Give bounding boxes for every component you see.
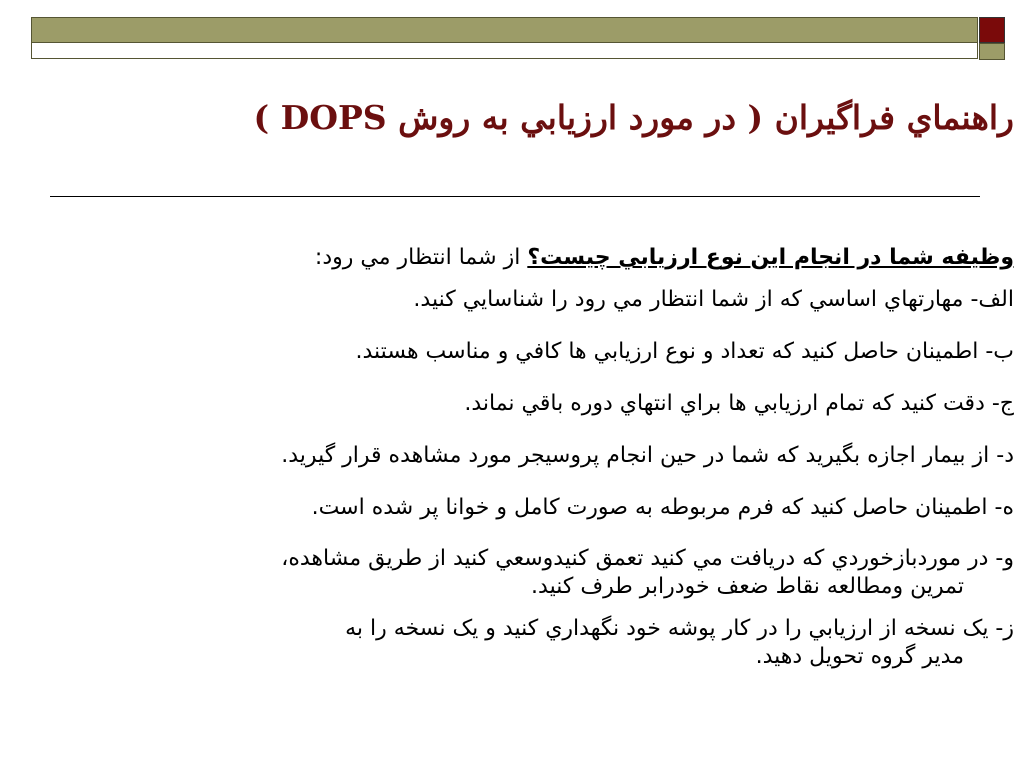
question-bold-text: وظيفه شما در انجام اين نوع ارزيابي چيست؟ bbox=[527, 245, 1014, 270]
list-item-alef: الف- مهارتهاي اساسي كه از شما انتظار مي رود را شناسايي كنيد. bbox=[413, 287, 1014, 312]
list-item-vav-line1: و- در موردبازخوردي كه دريافت مي كنيد تعمق كنيدوسعي كنيد از طريق مشاهده، bbox=[281, 546, 1014, 571]
list-item-jim: ج- دقت كنيد كه تمام ارزيابي ها براي انتهاي دوره باقي نماند. bbox=[464, 391, 1014, 416]
header-decor-square-olive bbox=[979, 43, 1005, 60]
list-item-dal: د- از بيمار اجازه بگيريد كه شما در حين انجام پروسيجر مورد مشاهده قرار گيريد. bbox=[281, 443, 1014, 468]
list-item-be: ب- اطمينان حاصل كنيد كه تعداد و نوع ارزيابي ها كافي و مناسب هستند. bbox=[355, 339, 1014, 364]
list-item-ze bbox=[14, 615, 1014, 671]
slide-title: راهنماي فراگيران ( در مورد ارزيابي به روش DOPS ) bbox=[253, 98, 1014, 137]
title-divider bbox=[50, 196, 980, 197]
list-item-he: ه- اطمينان حاصل كنيد كه فرم مربوطه به صورت كامل و خوانا پر شده است. bbox=[311, 495, 1014, 520]
question-line bbox=[14, 243, 1014, 273]
list-item-vav-line2: تمرين ومطالعه نقاط ضعف خودرابر طرف كنيد. bbox=[531, 574, 964, 599]
slide-body bbox=[14, 243, 1014, 685]
header-decor-square-red bbox=[979, 17, 1005, 43]
header-decor-bar-top bbox=[31, 17, 978, 43]
list-item-vav bbox=[14, 545, 1014, 601]
header-decor-bar-bottom bbox=[31, 43, 978, 59]
list-item-ze-line1: ز- يک نسخه از ارزيابي را در كار پوشه خود نگهداري كنيد و يک نسخه را به bbox=[345, 616, 1014, 641]
question-rest-text: از شما انتظار مي رود: bbox=[314, 245, 521, 270]
list-item-ze-line2: مدير گروه تحويل دهيد. bbox=[755, 644, 964, 669]
